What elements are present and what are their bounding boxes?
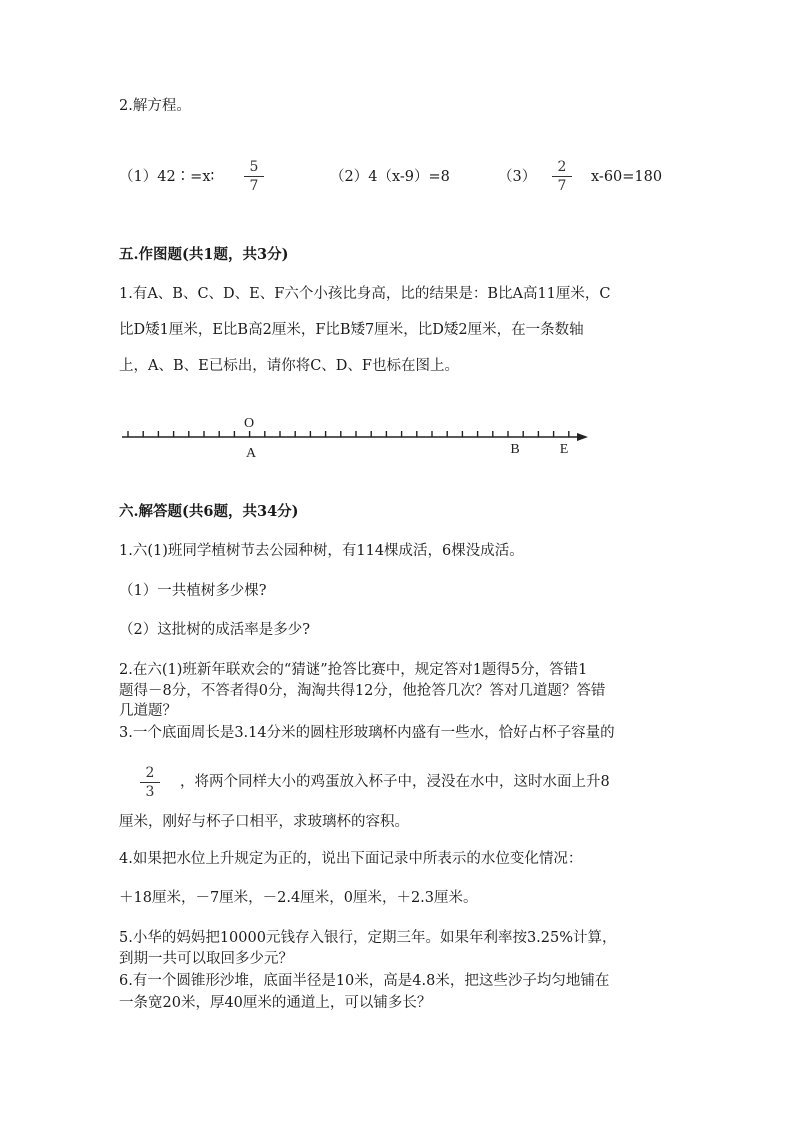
question-5-line-2: 到期一共可以取回多少元？	[119, 951, 293, 967]
question-3-line-2: ，将两个同样大小的鸡蛋放入杯子中，浸没在水中，这时水面上升8	[180, 774, 610, 790]
question-3-line-1: 3.一个底面周长是3.14分米的圆柱形玻璃杯内盛有一些水，恰好占杯子容量的	[119, 725, 615, 741]
fraction-denominator: 7	[557, 178, 567, 194]
fraction-denominator: 3	[145, 784, 155, 800]
equation-1-text: （1）42∶=x∶	[119, 169, 215, 185]
question-3-line-3: 厘米，刚好与杯子口相平，求玻璃杯的容积。	[119, 814, 409, 830]
fraction-bar	[552, 176, 572, 177]
equation-3-suffix: x-60=180	[591, 169, 663, 185]
equation-3-fraction	[550, 159, 574, 194]
origin-label: O	[243, 416, 255, 431]
fraction-denominator: 7	[249, 178, 259, 194]
point-label-a: A	[245, 446, 257, 461]
question-4-line-2: ＋18厘米，－7厘米，－2.4厘米，0厘米，＋2.3厘米。	[119, 890, 478, 906]
point-label-b: B	[510, 442, 520, 457]
drawing-question-line-3: 上，A、B、E已标出，请你将C、D、F也标在图上。	[119, 358, 459, 374]
equation-1-fraction	[242, 159, 266, 194]
fraction-bar	[140, 782, 160, 783]
equations-title: 2.解方程。	[119, 98, 191, 114]
question-6-line-2: 一条宽20米，厚40厘米的通道上，可以铺多长？	[119, 995, 432, 1011]
fraction-bar	[244, 176, 264, 177]
question-1-part-2: （2）这批树的成活率是多少?	[119, 622, 310, 638]
question-5-line-1: 5.小华的妈妈把10000元钱存入银行，定期三年。如果年利率按3.25%计算，	[119, 930, 617, 946]
equation-2-text: （2）4（x-9）=8	[330, 169, 450, 185]
question-4-line-1: 4.如果把水位上升规定为正的，说出下面记录中所表示的水位变化情况：	[119, 851, 583, 867]
question-2-line-2: 题得－8分，不答者得0分，淘淘共得12分，他抢答几次？答对几道题？答错	[119, 683, 606, 699]
fraction-numerator: 2	[145, 765, 155, 781]
section-6-title: 六.解答题(共6题，共34分)	[119, 503, 299, 520]
number-line	[0, 410, 794, 470]
equation-3-prefix: （3）	[498, 169, 537, 185]
drawing-question-line-2: 比D矮1厘米，E比B高2厘米，F比B矮7厘米，比D矮2厘米，在一条数轴	[119, 322, 584, 338]
question-3-fraction	[138, 765, 162, 800]
section-5-title: 五.作图题(共1题，共3分)	[119, 246, 289, 263]
point-label-e: E	[559, 442, 569, 457]
arrow-head-icon	[577, 433, 588, 441]
question-1-part-1: （1）一共植树多少棵?	[119, 583, 267, 599]
fraction-numerator: 5	[249, 159, 259, 175]
question-1-text: 1.六(1)班同学植树节去公园种树，有114棵成活，6棵没成活。	[119, 543, 524, 559]
fraction-numerator: 2	[557, 159, 567, 175]
drawing-question-line-1: 1.有A、B、C、D、E、F六个小孩比身高，比的结果是：B比A高11厘米，C	[119, 286, 611, 302]
question-2-line-3: 几道题？	[119, 703, 177, 719]
question-2-line-1: 2.在六(1)班新年联欢会的“猜谜”抢答比赛中，规定答对1题得5分，答错1	[119, 662, 588, 678]
question-6-line-1: 6.有一个圆锥形沙堆，底面半径是10米，高是4.8米，把这些沙子均匀地铺在	[119, 973, 610, 989]
number-line-ticks	[128, 431, 569, 437]
